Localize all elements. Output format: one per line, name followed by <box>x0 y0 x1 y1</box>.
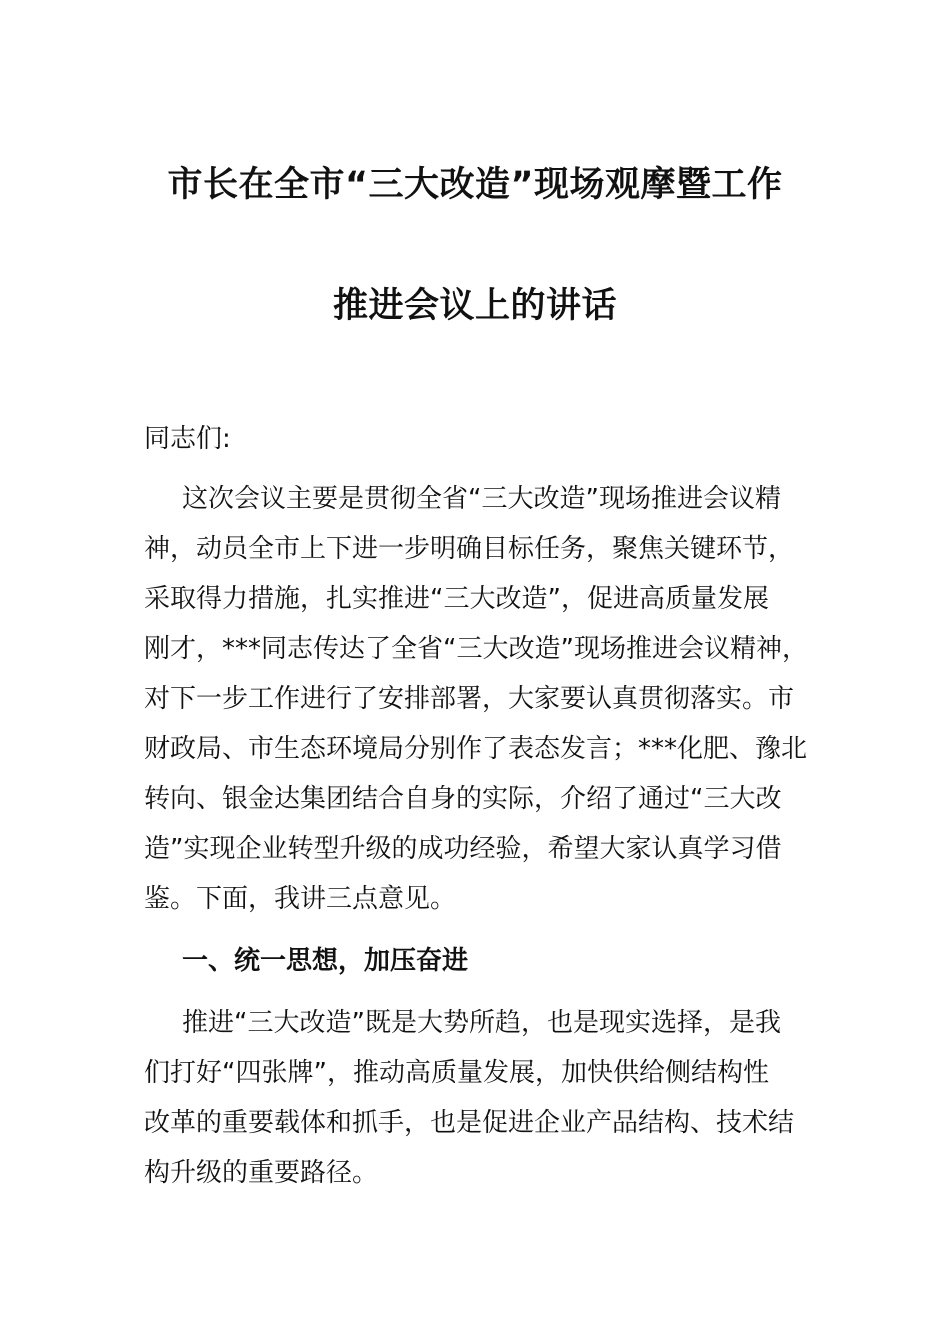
section-1-heading: 一、统一思想，加压奋进 <box>182 946 469 976</box>
document-title-line-1: 市长在全市“三大改造”现场观摩暨工作 <box>167 165 783 205</box>
paragraph-2-line-1: 推进“三大改造”既是大势所趋，也是现实选择，是我 <box>182 1008 781 1038</box>
paragraph-2-line-3: 改革的重要载体和抓手，也是促进企业产品结构、技术结 <box>144 1108 795 1138</box>
paragraph-1-line-1: 这次会议主要是贯彻全省“三大改造”现场推进会议精 <box>182 484 781 514</box>
paragraph-1-line-4: 刚才，***同志传达了全省“三大改造”现场推进会议精神， <box>144 634 808 664</box>
paragraph-1-line-5: 对下一步工作进行了安排部署，大家要认真贯彻落实。市 <box>144 684 795 714</box>
paragraph-1-line-6: 财政局、市生态环境局分别作了表态发言；***化肥、豫北 <box>144 734 808 764</box>
paragraph-1-line-9: 鉴。下面，我讲三点意见。 <box>144 884 457 914</box>
paragraph-1-line-7: 转向、银金达集团结合自身的实际，介绍了通过“三大改 <box>144 784 782 814</box>
paragraph-2-line-2: 们打好“四张牌”，推动高质量发展，加快供给侧结构性 <box>144 1058 769 1088</box>
paragraph-1-line-8: 造”实现企业转型升级的成功经验，希望大家认真学习借 <box>144 834 782 864</box>
paragraph-1-line-2: 神，动员全市上下进一步明确目标任务，聚焦关键环节， <box>144 534 795 564</box>
document-title-line-2: 推进会议上的讲话 <box>332 286 617 326</box>
paragraph-1-line-3: 采取得力措施，扎实推进“三大改造”，促进高质量发展 <box>144 584 769 614</box>
paragraph-2-line-4: 构升级的重要路径。 <box>144 1158 379 1188</box>
salutation: 同志们: <box>144 424 231 454</box>
